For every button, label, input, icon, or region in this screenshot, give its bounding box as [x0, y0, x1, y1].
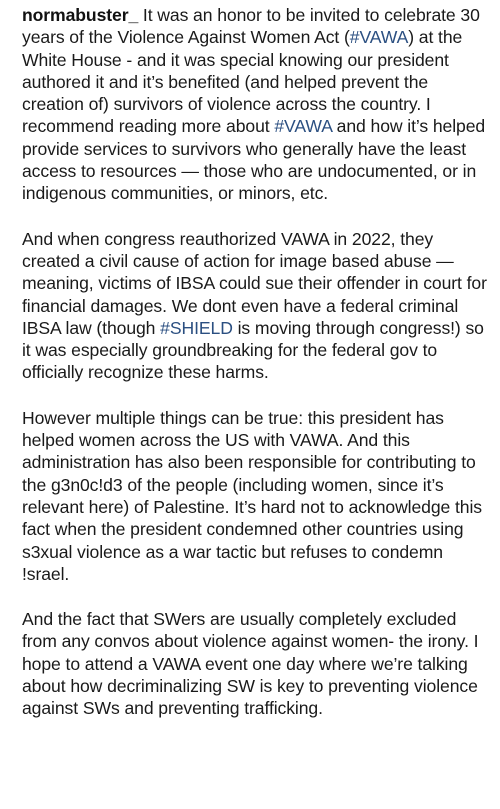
caption-text: However multiple things can be true: this president has helped women across the US with VAWA. And this administration has also been responsible for contributing to the g3n0c!d3 of the people (including women, since it’s relevant here) of Palestine. It’s hard not to acknowledge this fact when the president condemned other countries using s3xual violence as a war tactic but refuses to condemn !srael. [22, 407, 482, 584]
hashtag-vawa-link[interactable]: #VAWA [274, 116, 332, 137]
username-link[interactable]: normabuster_ [22, 5, 139, 25]
caption-paragraph-2 [22, 228, 488, 384]
caption-text: is moving through congress!) so it was especially groundbreaking for the federal gov to officially recognize these harms. [22, 317, 484, 383]
caption-paragraph-4 [22, 608, 488, 719]
post-caption [22, 4, 488, 743]
hashtag-shield-link[interactable]: #SHIELD [160, 317, 233, 338]
caption-text: And when congress reauthorized VAWA in 2022, they created a civil cause of action for image based abuse — meaning, victims of IBSA could sue their offender in court for financial damages. We dont even have a federal criminal IBSA law (though [22, 228, 487, 338]
caption-paragraph-1 [22, 4, 488, 205]
caption-text: And the fact that SWers are usually completely excluded from any convos about violence against women- the irony. I hope to attend a VAWA event one day where we’re talking about how decriminalizing SW is key to preventing violence against SWs and preventing trafficking. [22, 609, 479, 719]
hashtag-vawa-link[interactable]: #VAWA [349, 27, 409, 48]
caption-paragraph-3 [22, 407, 488, 585]
caption-text: It was an honor to be invited to celebrate 30 years of the Violence Against Women Act ( [22, 5, 480, 48]
caption-text: and how it’s helped provide services to survivors who generally have the least access to resources — those who are undocumented, or in indigenous communities, or minors, etc. [22, 116, 486, 204]
caption-text: ) at the White House - and it was special knowing our president authored it and it’s benefited (and helped prevent the creation of) survivors of violence across the country. I recommend reading more about [22, 27, 463, 137]
